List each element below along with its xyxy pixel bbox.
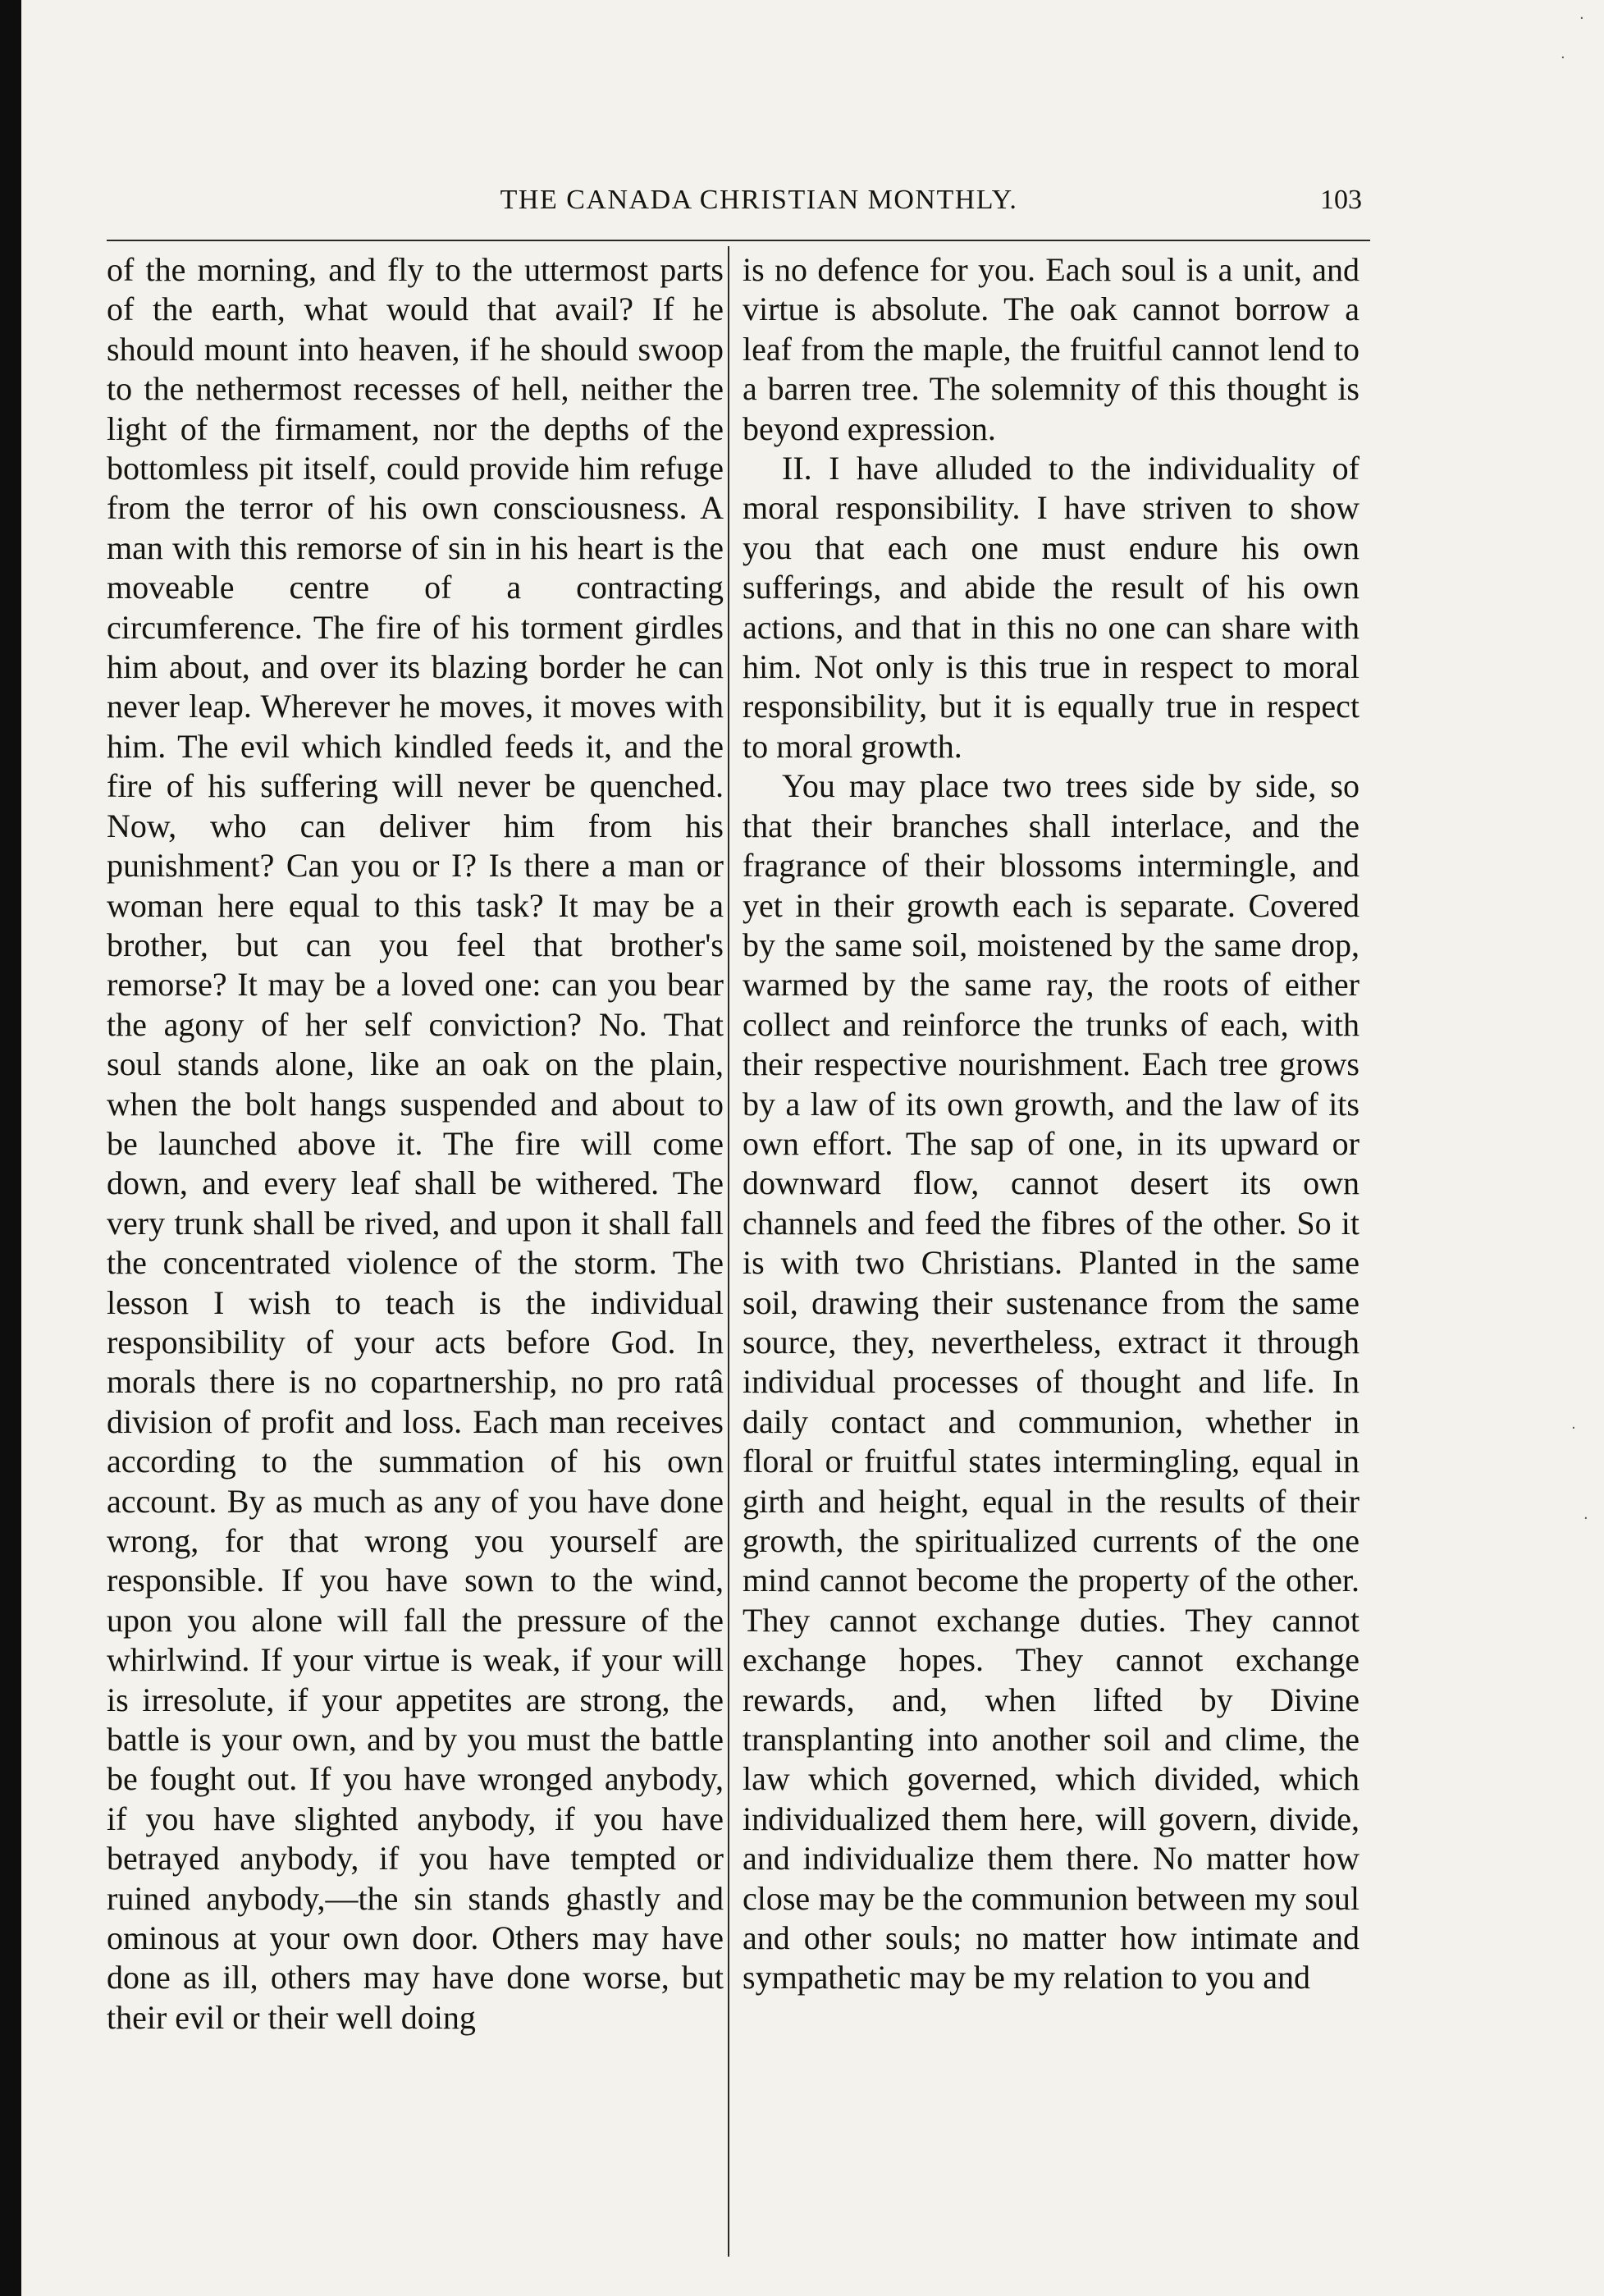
- right-column: [743, 250, 1360, 2253]
- column-divider: [728, 246, 729, 2257]
- paragraph: is no defence for you. Each soul is a unit, and virtue is absolute. The oak cannot borrow a leaf from the maple, the fruitful cannot lend to a barren tree. The solemnity of this thought is beyond expression.: [743, 251, 1360, 447]
- page-header: [156, 185, 1362, 234]
- scan-binding-edge: [0, 0, 21, 2296]
- left-column: [107, 250, 724, 2253]
- scan-speck: ·: [1571, 1420, 1576, 1437]
- page-number: 103: [1320, 185, 1362, 215]
- scan-speck: ·: [1561, 49, 1565, 66]
- header-rule: [107, 240, 1370, 241]
- scan-speck: ·: [1583, 1510, 1588, 1527]
- paragraph: You may place two trees side by side, so that their branches shall interlace, and the fragrance of their blossoms intermingle, and yet in their growth each is separate. Covered by the same soil, moistened by the same drop, warmed by the same ray, the roots of either collect and reinforce the trunks of each, with their respective nourishment. Each tree grows by a law of its own growth, and the law of its own effort. The sap of one, in its upward or downward flow, cannot desert its own channels and feed the fibres of the other. So it is with two Christians. Planted in the same soil, drawing their sustenance from the same source, they, nevertheless, extract it through individual processes of thought and life. In daily contact and communion, whether in floral or fruitful states intermingling, equal in girth and height, equal in the results of their growth, the spiritualized currents of the one mind cannot become the property of the other. They cannot exchange duties. They cannot exchange hopes. They cannot exchange rewards, and, when lifted by Divine transplanting into another soil and clime, the law which governed, which divided, which individualized them here, will govern, divide, and individualize them there. No matter how close may be the communion between my soul and other souls; no matter how intimate and sympathetic may be my relation to you and: [743, 767, 1360, 1996]
- paragraph: of the morning, and fly to the uttermost parts of the earth, what would that avail? If he should mount into heaven, if he should swoop to the nethermost recesses of hell, neither the light of the firmament, nor the depths of the bottomless pit itself, could provide him refuge from the terror of his own consciousness. A man with this remorse of sin in his heart is the moveable centre of a contracting circumference. The fire of his torment girdles him about, and over its blazing border he can never leap. Wherever he moves, it moves with him. The evil which kindled feeds it, and the fire of his suffering will never be quenched. Now, who can deliver him from his punishment? Can you or I? Is there a man or woman here equal to this task? It may be a brother, but can you feel that brother's remorse? It may be a loved one: can you bear the agony of her self conviction? No. That soul stands alone, like an oak on the plain, when the bolt hangs suspended and about to be launched above it. The fire will come down, and every leaf shall be withered. The very trunk shall be rived, and upon it shall fall the concentrated violence of the storm. The lesson I wish to teach is the individual responsibility of your acts before God. In morals there is no copartnership, no pro ratâ division of profit and loss. Each man receives according to the summation of his own account. By as much as any of you have done wrong, for that wrong you yourself are responsible. If you have sown to the wind, upon you alone will fall the pressure of the whirlwind. If your virtue is weak, if your will is irresolute, if your appetites are strong, the battle is your own, and by you must the battle be fought out. If you have wronged anybody, if you have slighted anybody, if you have betrayed anybody, if you have tempted or ruined anybody,—the sin stands ghastly and ominous at your own door. Others may have done as ill, others may have done worse, but their evil or their well doing: [107, 251, 724, 2036]
- running-title: THE CANADA CHRISTIAN MONTHLY.: [500, 185, 1018, 215]
- paragraph: II. I have alluded to the individuality of moral responsibility. I have striven to show you that each one must endure his own sufferings, and abide the result of his own actions, and that in this no one can share with him. Not only is this true in respect to moral responsibility, but it is equally true in respect to moral growth.: [743, 450, 1360, 765]
- scan-speck: ·: [1579, 10, 1584, 27]
